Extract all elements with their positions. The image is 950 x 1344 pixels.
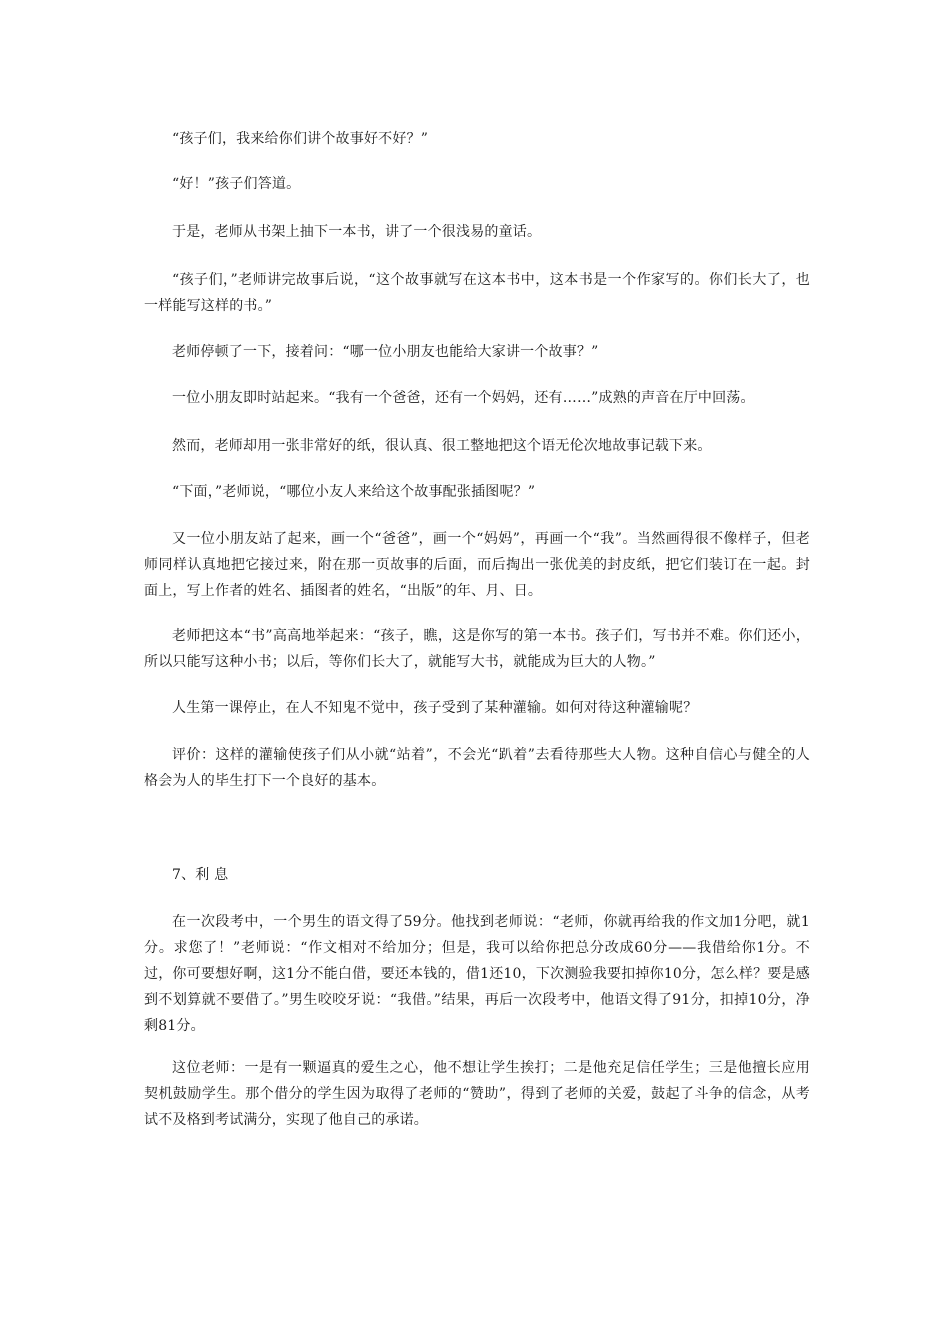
- paragraph: 一位小朋友即时站起来。“我有一个爸爸，还有一个妈妈，还有……”成熟的声音在厅中回荡。: [172, 390, 755, 406]
- paragraph: 人生第一课停止，在人不知鬼不觉中，孩子受到了某种灌输。如何对待这种灌输呢？: [172, 700, 698, 716]
- paragraph: “下面，”老师说，“哪位小友人来给这个故事配张插图呢？”: [172, 484, 536, 500]
- paragraph: 老师把这本“书”高高地举起来：“孩子，瞧，这是你写的第一本书。孩子们，写书并不难。你们还小，所以只能写这种小书；以后，等你们长大了，就能写大书，就能成为巨大的人物。”: [144, 628, 810, 670]
- paragraph: “孩子们，”老师讲完故事后说，“这个故事就写在这本书中，这本书是一个作家写的。你们长大了，也一样能写这样的书。”: [144, 272, 810, 314]
- paragraph: “好！”孩子们答道。: [172, 176, 301, 192]
- paragraph: “孩子们，我来给你们讲个故事好不好？”: [172, 131, 429, 147]
- section-heading: 7、利 息: [172, 867, 229, 883]
- paragraph: 老师停顿了一下，接着问：“哪一位小朋友也能给大家讲一个故事？”: [172, 344, 599, 360]
- paragraph: 评价：这样的灌输使孩子们从小就“站着”，不会光“趴着”去看待那些大人物。这种自信心与健全的人格会为人的毕生打下一个良好的基本。: [144, 747, 810, 789]
- paragraph: 于是，老师从书架上抽下一本书，讲了一个很浅易的童话。: [172, 224, 542, 240]
- paragraph: 然而，老师却用一张非常好的纸，很认真、很工整地把这个语无伦次地故事记载下来。: [172, 438, 712, 454]
- paragraph: 这位老师：一是有一颗逼真的爱生之心，他不想让学生挨打；二是他充足信任学生；三是他擅长应用契机鼓励学生。那个借分的学生因为取得了老师的“赞助”，得到了老师的关爱，鼓起了斗争的信念，从考试不及格到考试满分，实现了他自己的承诺。: [144, 1060, 810, 1128]
- paragraph: 在一次段考中，一个男生的语文得了59分。他找到老师说：“老师，你就再给我的作文加1分吧，就1分。求您了！”老师说：“作文相对不给加分；但是，我可以给你把总分改成60分——我借给你1分。不过，你可要想好啊，这1分不能白借，要还本钱的，借1还10，下次测验我要扣掉你10分，怎么样？要是感到不划算就不要借了。”男生咬咬牙说：“我借。”结果，再后一次段考中，他语文得了91分，扣掉10分，净剩81分。: [144, 914, 810, 1034]
- paragraph: 又一位小朋友站了起来，画一个“爸爸”，画一个“妈妈”，再画一个“我”。当然画得很不像样子，但老师同样认真地把它接过来，附在那一页故事的后面，而后掏出一张优美的封皮纸，把它们装订在一起。封面上，写上作者的姓名、插图者的姓名，“出版”的年、月、日。: [144, 531, 810, 599]
